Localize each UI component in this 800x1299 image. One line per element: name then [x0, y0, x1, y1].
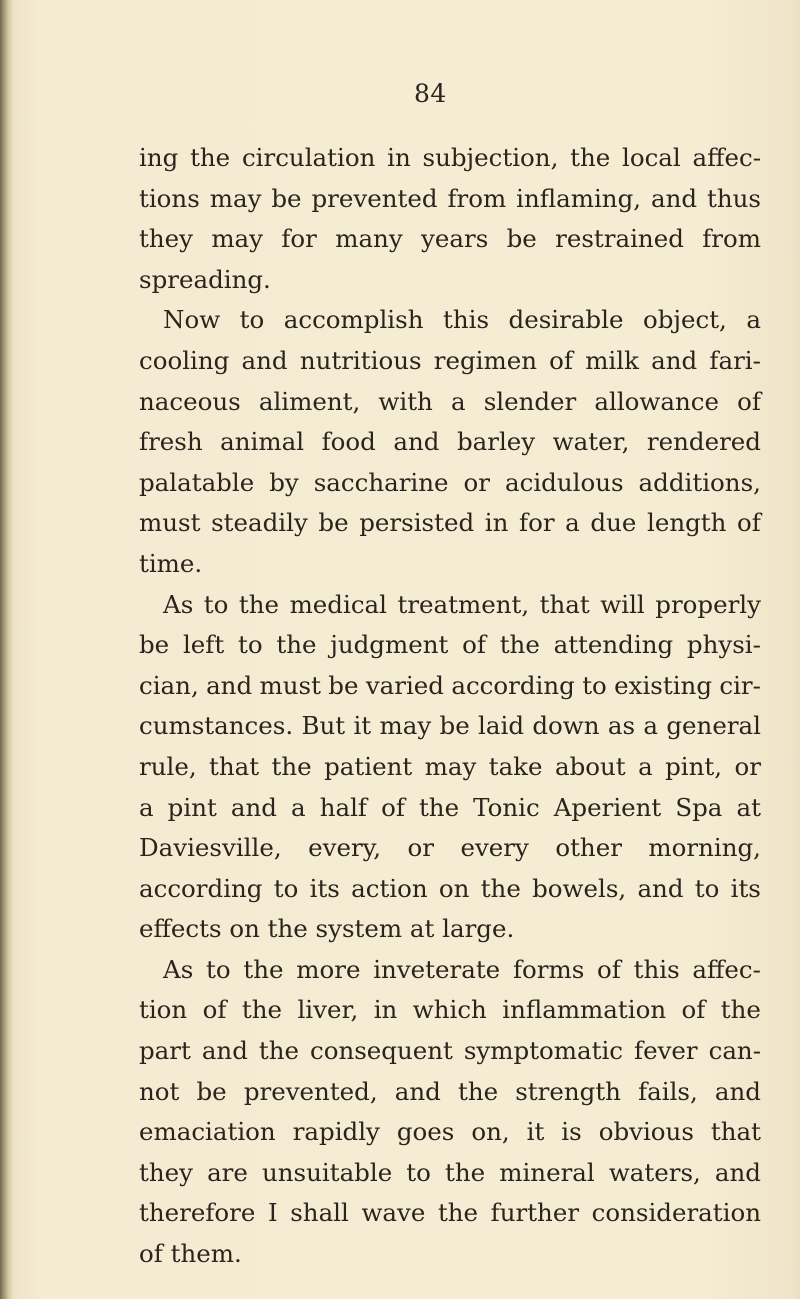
- text-line: therefore I shall wave the further consideration: [139, 1198, 761, 1228]
- text-line: fresh animal food and barley water, rendered: [139, 427, 761, 457]
- text-line: they are unsuitable to the mineral waters, and: [139, 1157, 761, 1187]
- text-line: spreading.: [139, 264, 271, 294]
- text-line: not be prevented, and the strength fails, and: [139, 1076, 761, 1106]
- text-line: cooling and nutritious regimen of milk and fari-: [139, 345, 761, 375]
- text-line: Now to accomplish this desirable object, a: [163, 305, 761, 335]
- text-line: emaciation rapidly goes on, it is obvious that: [139, 1117, 761, 1147]
- text-line: be left to the judgment of the attending physi-: [139, 630, 761, 660]
- binding-edge: [0, 0, 14, 1299]
- body-text: [139, 138, 779, 1275]
- text-line: tion of the liver, in which inflammation of the: [139, 995, 761, 1025]
- text-line: palatable by saccharine or acidulous additions,: [139, 467, 761, 497]
- text-line: As to the medical treatment, that will properly: [163, 589, 761, 619]
- text-line: As to the more inveterate forms of this affec-: [163, 954, 761, 984]
- text-line: effects on the system at large.: [139, 914, 515, 944]
- text-line: of them.: [139, 1239, 242, 1269]
- text-line: rule, that the patient may take about a pint, or: [139, 751, 761, 781]
- text-line: must steadily be persisted in for a due length of: [139, 508, 761, 538]
- text-line: they may for many years be restrained from: [139, 224, 761, 254]
- text-line: a pint and a half of the Tonic Aperient Spa at: [139, 792, 761, 822]
- text-line: time.: [139, 548, 203, 578]
- text-line: cumstances. But it may be laid down as a general: [139, 711, 761, 741]
- text-line: Daviesville, every, or every other morning,: [139, 833, 761, 863]
- page-edge: [792, 0, 800, 1299]
- text-line: cian, and must be varied according to existing cir-: [139, 670, 761, 700]
- text-line: naceous aliment, with a slender allowance of: [139, 386, 761, 416]
- text-line: part and the consequent symptomatic fever can-: [139, 1036, 761, 1066]
- text-line: tions may be prevented from inflaming, and thus: [139, 183, 761, 213]
- text-line: ing the circulation in subjection, the local affec-: [139, 143, 761, 172]
- page-number: 84: [414, 79, 447, 108]
- text-line: according to its action on the bowels, and to its: [139, 873, 761, 903]
